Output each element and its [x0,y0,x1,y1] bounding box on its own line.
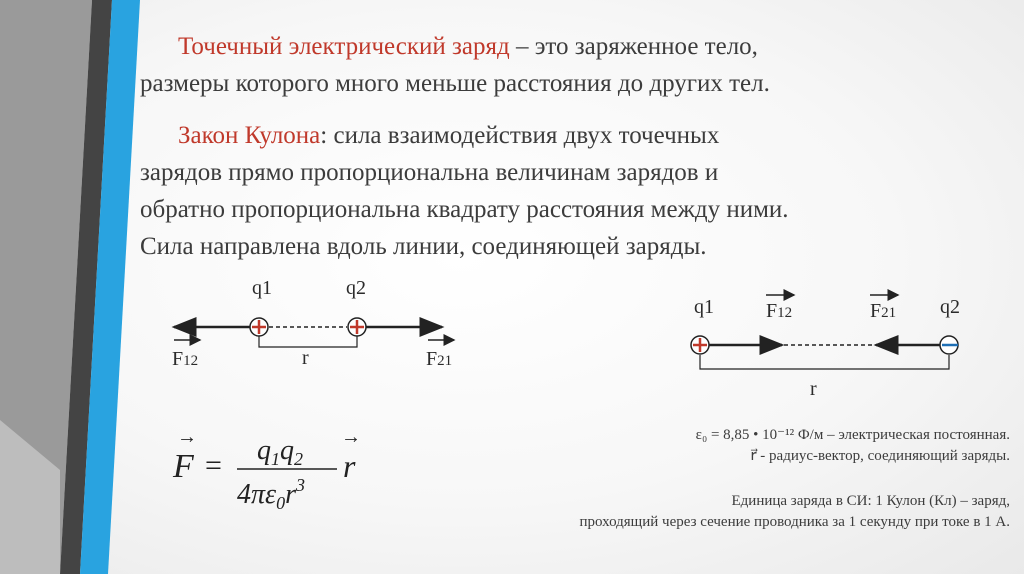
left-q1-label: q1 [252,277,272,299]
law-line2: зарядов прямо пропорциональна величинам зарядов и [140,159,719,186]
formula-equals: = [205,449,222,482]
formula-force: F [173,448,194,485]
radius-vector-line: r⃗ - радиус-вектор, соединяющий заряды. [750,448,1010,464]
right-q2-label: q2 [940,296,960,318]
right-positive-charge [691,336,709,354]
definition-line1: – это заряженное тело, [509,33,758,60]
left-q2-label: q2 [346,277,366,299]
decorative-stripes [0,0,140,574]
unit-line1: Единица заряда в СИ: 1 Кулон (Кл) – заряд, [731,493,1010,509]
right-negative-charge [940,336,958,354]
law-line4: Сила направлена вдоль линии, соединяющей заряды. [140,233,707,260]
right-q1-label: q1 [694,296,714,318]
left-f12-label: F12 [172,348,199,370]
formula-radius-vector: r [343,448,356,484]
right-distance-label: r [810,378,817,400]
law-term: Закон Кулона [178,122,321,149]
formula-numerator: $q_1q_2$ [257,435,303,469]
constant-notes [696,425,1010,467]
diagram-like-charges [160,272,480,382]
left-positive-charge-1 [250,318,268,336]
right-distance-bracket [700,355,949,369]
formula-denominator: $4\pi\varepsilon_0r^3$ [237,475,305,513]
definition-paragraph [140,28,770,102]
definition-line2: размеры которого много меньше расстояния до других тел. [140,70,770,97]
unit-line2: проходящий через сечение проводника за 1 секунду при токе в 1 А. [579,514,1010,530]
right-f21-label: F21 [870,300,897,322]
law-line3: обратно пропорциональна квадрату расстояния между ними. [140,196,789,223]
left-distance-bracket [259,336,357,347]
definition-term: Точечный электрический заряд [178,33,510,60]
epsilon-line: ε₀ = 8,85 • 10⁻¹² Ф/м – электрическая постоянная. [695,427,1010,443]
law-line1: : сила взаимодействия двух точечных [320,122,720,149]
left-f21-label: F21 [426,348,453,370]
svg-text:→: → [341,426,361,448]
coulomb-formula [165,425,375,525]
svg-text:→: → [177,426,197,448]
charge-unit-notes [580,491,1011,533]
left-positive-charge-2 [348,318,366,336]
right-f12-label: F12 [766,300,793,322]
left-distance-label: r [302,347,309,369]
law-paragraph [140,117,789,265]
diagram-opposite-charges [680,285,980,405]
